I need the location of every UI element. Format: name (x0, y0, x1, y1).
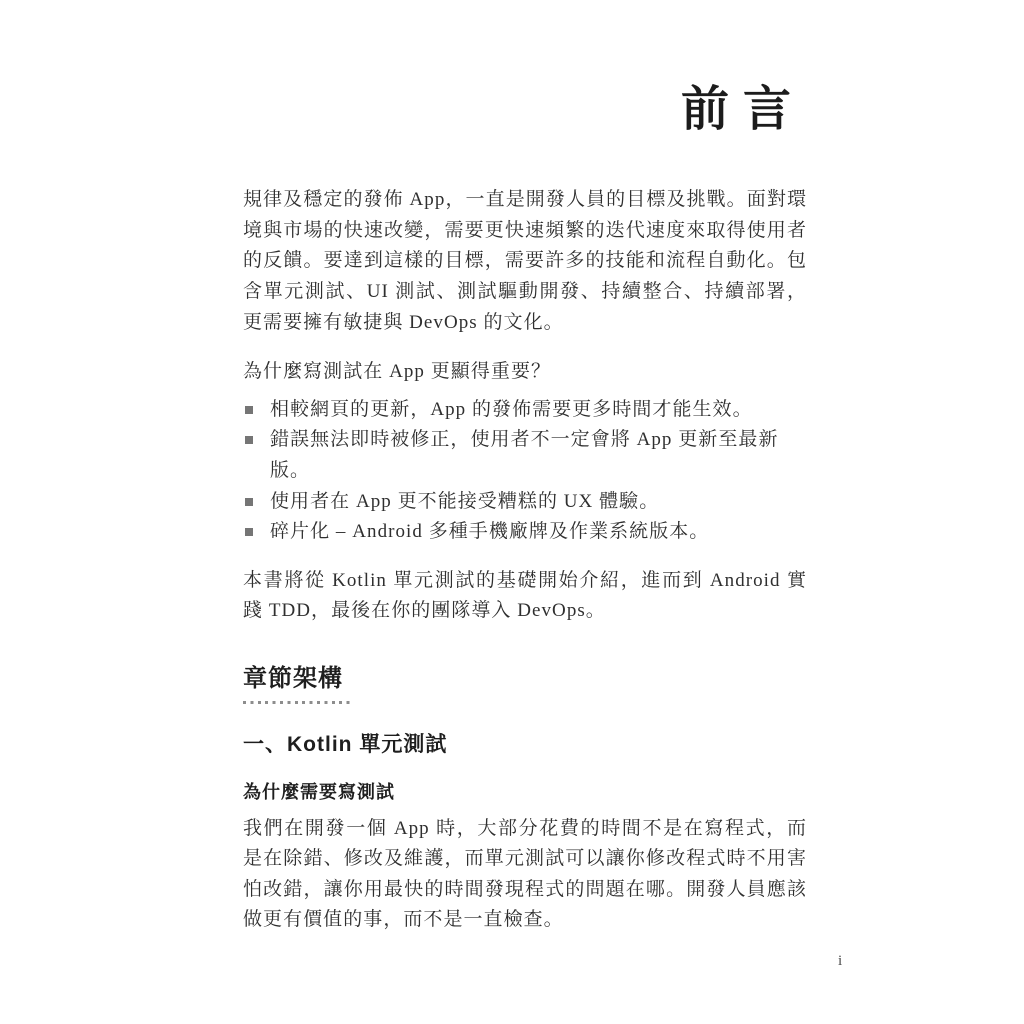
list-item (243, 487, 807, 518)
list-item (243, 517, 807, 548)
section-heading-chapter-structure: 章節架構 (243, 664, 343, 692)
square-bullet-icon (245, 498, 253, 506)
list-item-text: 錯誤無法即時被修正，使用者不一定會將 App 更新至最新版。 (270, 429, 779, 481)
dotted-underline (243, 701, 353, 704)
book-overview-paragraph: 本書將從 Kotlin 單元測試的基礎開始介紹，進而到 Android 實踐 TDD，最後在你的團隊導入 DevOps。 (243, 569, 807, 622)
subsection-heading-why-write-tests: 為什麼需要寫測試 (243, 782, 395, 803)
page-number: i (838, 953, 843, 969)
page-title: 前言 (680, 83, 805, 136)
list-item-text: 相較網頁的更新，App 的發佈需要更多時間才能生效。 (270, 398, 753, 420)
reasons-bullet-list (243, 395, 807, 548)
square-bullet-icon (245, 436, 253, 444)
list-item-text: 使用者在 App 更不能接受糟糕的 UX 體驗。 (270, 490, 660, 512)
why-testing-question: 為什麼寫測試在 App 更顯得重要？ (243, 361, 552, 383)
page-content-column (243, 0, 807, 936)
chapter-one-body-paragraph: 我們在開發一個 App 時，大部分花費的時間不是在寫程式，而是在除錯、修改及維護，而單元測試可以讓你修改程式時不用害怕改錯，讓你用最快的時間發現程式的問題在哪。開發人員應該做更有價值的事，而不是一直檢查。 (243, 817, 807, 931)
square-bullet-icon (245, 406, 253, 414)
list-item-text: 碎片化 – Android 多種手機廠牌及作業系統版本。 (270, 521, 710, 543)
chapter-one-heading: 一、Kotlin 單元測試 (243, 732, 448, 756)
intro-paragraph: 規律及穩定的發佈 App，一直是開發人員的目標及挑戰。面對環境與市場的快速改變，需要更快速頻繁的迭代速度來取得使用者的反饋。要達到這樣的目標，需要許多的技能和流程自動化。包含單元測試、UI 測試、測試驅動開發、持續整合、持續部署，更需要擁有敏捷與 DevOps 的文化。 (243, 189, 807, 333)
list-item (243, 425, 807, 486)
square-bullet-icon (245, 528, 253, 536)
list-item (243, 395, 807, 426)
